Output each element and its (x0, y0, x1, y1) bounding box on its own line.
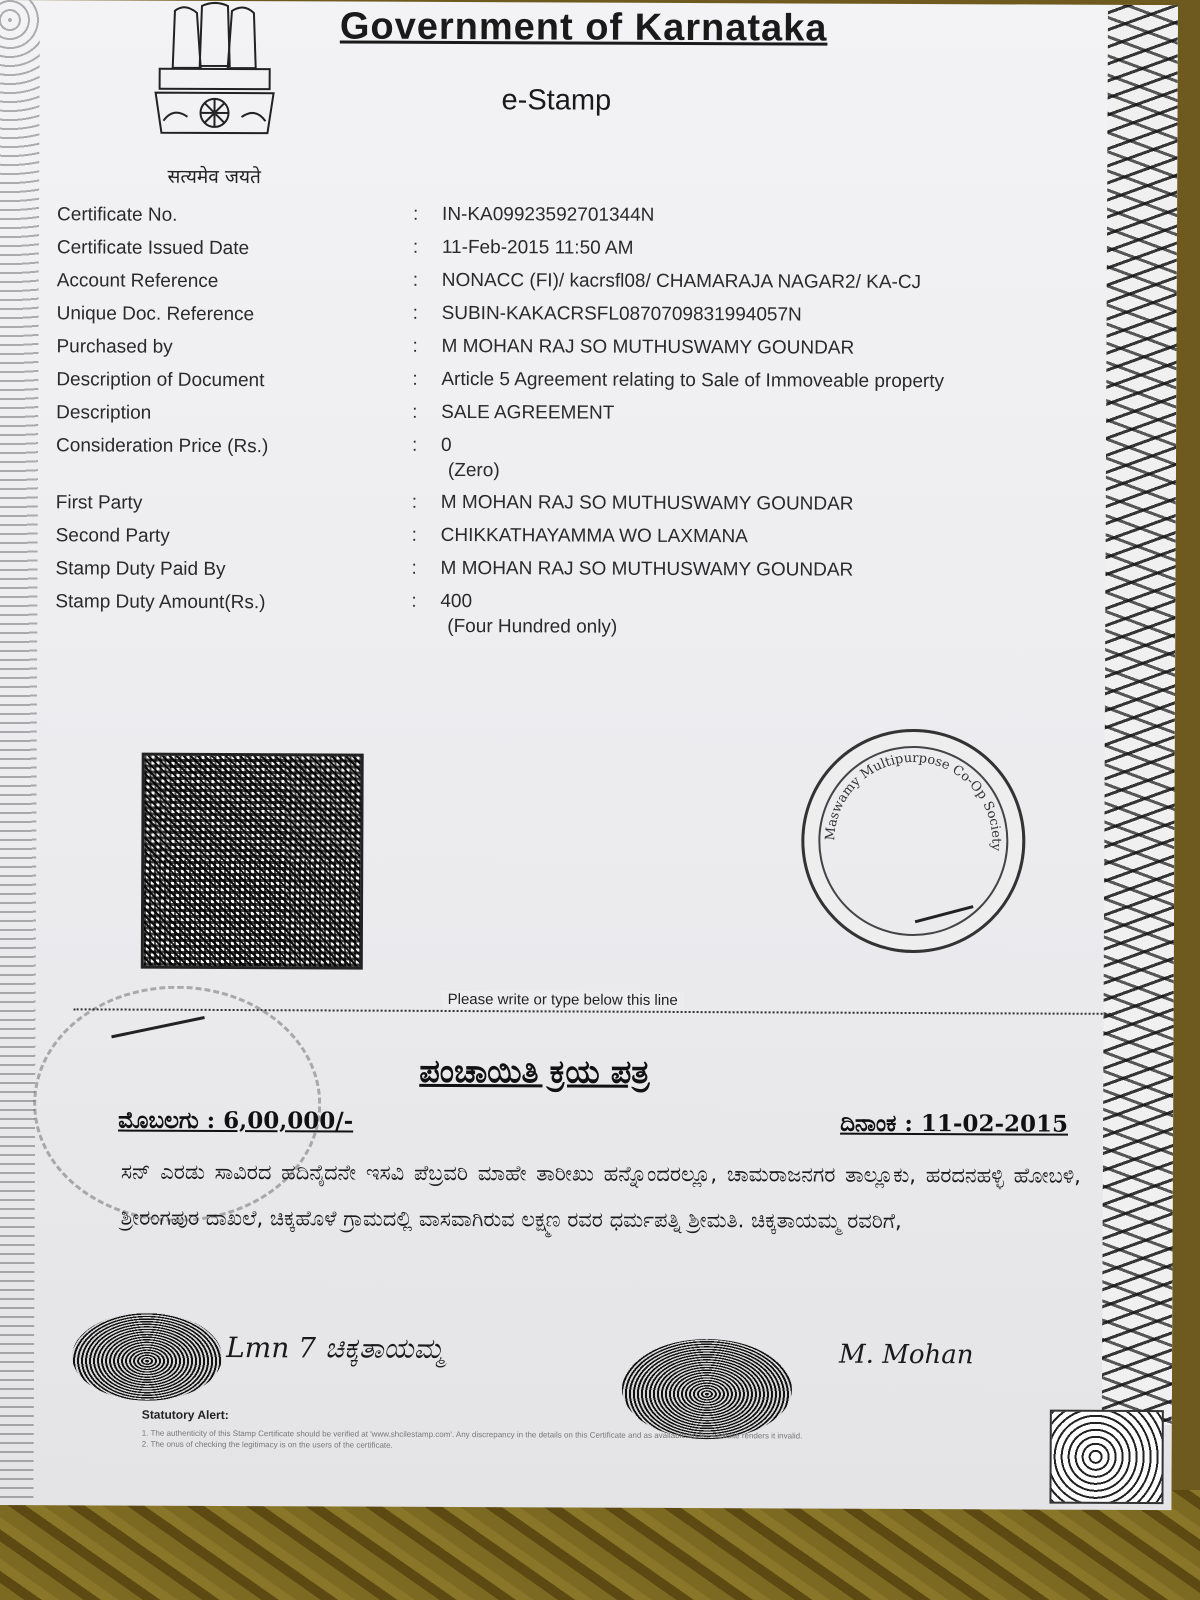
divider-instruction: Please write or type below this line (442, 991, 684, 1009)
qr-code (141, 753, 364, 970)
field-label: First Party (55, 492, 143, 514)
field-purchased-by (56, 330, 1036, 367)
field-label: Second Party (55, 525, 170, 547)
field-stamp-duty-paid-by (55, 552, 1035, 589)
field-colon: : (412, 269, 419, 291)
field-value: 0 (441, 434, 452, 456)
field-unique-doc-reference (57, 297, 1037, 334)
field-label: Description (56, 402, 152, 424)
agreement-amount: ಮೊಬಲಗು : 6,00,000/- (118, 1106, 354, 1135)
field-colon: : (412, 401, 418, 423)
field-label: Account Reference (56, 270, 219, 292)
field-value-words: (Four Hundred only) (447, 615, 618, 638)
field-colon: : (411, 524, 417, 546)
national-emblem-icon (149, 1, 280, 162)
field-label: Purchased by (56, 336, 173, 358)
field-value: SALE AGREEMENT (441, 401, 615, 424)
decorative-border (1102, 5, 1178, 1425)
right-thumbprint (622, 1339, 792, 1440)
field-label: Stamp Duty Amount(Rs.) (55, 591, 266, 614)
svg-text:Maswamy Multipurpose Co-Op Soc: Maswamy Multipurpose Co-Op Society (823, 750, 1004, 852)
field-colon: : (412, 434, 418, 456)
field-label: Unique Doc. Reference (56, 303, 255, 326)
field-value: M MOHAN RAJ SO MUTHUSWAMY GOUNDAR (440, 491, 854, 515)
motto: सत्यमेव जयते (167, 165, 261, 189)
field-value: 11-Feb-2015 11:50 AM (441, 236, 634, 259)
agreement-date: ದಿನಾಂಕ : 11-02-2015 (840, 1109, 1069, 1138)
left-edge-specks (0, 0, 40, 1500)
statutory-alert-text (142, 1428, 1022, 1454)
field-value: M MOHAN RAJ SO MUTHUSWAMY GOUNDAR (441, 335, 855, 359)
right-signature: M. Mohan (839, 1339, 974, 1371)
field-value: M MOHAN RAJ SO MUTHUSWAMY GOUNDAR (440, 557, 854, 581)
field-value: Article 5 Agreement relating to Sale of Immoveable property (441, 368, 945, 393)
society-seal (801, 729, 1026, 954)
field-colon: : (412, 368, 418, 390)
field-colon: : (411, 590, 417, 612)
field-value-words: (Zero) (447, 459, 500, 482)
field-description-of-document (56, 363, 1036, 400)
field-value: SUBIN-KAKACRSFL0870709831994057N (441, 302, 802, 326)
left-signature: Lmn 7 ಚಿಕ್ಕತಾಯಮ್ಮ (226, 1330, 445, 1365)
field-colon: : (411, 557, 417, 579)
statutory-alert-heading: Statutory Alert: (141, 1407, 229, 1423)
field-label: Stamp Duty Paid By (55, 558, 226, 580)
field-description (56, 396, 1036, 433)
agreement-body: ಸನ್ ಎರಡು ಸಾವಿರದ ಹದಿನೈದನೇ ಇಸವಿ ಪೆಬ್ರವರಿ ಮಾಹೇ ತಾರೀಖು ಹನ್ನೊಂದರಲ್ಲೂ, ಚಾಮರಾಜನಗರ ತಾಲ್ಲೂಕು, ಹರದನಹಳ್ಳಿ ಹೋಬಳಿ, ಶ್ರೀರಂಗಪುರ ದಾಖಲೆ, ಚಿಕ್ಕಹೊಳೆ ಗ್ರಾಮದಲ್ಲಿ ವಾಸವಾಗಿರುವ ಲಕ್ಷ್ಮಣ ರವರ ಧರ್ಮಪತ್ನಿ ಶ್ರೀಮತಿ. ಚಿಕ್ಕತಾಯಮ್ಮ ರವರಿಗೆ, (120, 1159, 1081, 1233)
statutory-alert-line: 1. The authenticity of this Stamp Certificate should be verified at 'www.shcilestamp.com'. Any discrepancy in the details on this Certificate and as available on the website renders it invalid. (141, 1428, 803, 1441)
field-colon: : (412, 236, 419, 258)
page-subtitle: e-Stamp (501, 84, 612, 117)
field-value: IN-KA09923592701344N (442, 203, 655, 226)
field-issued-date (57, 231, 1037, 268)
field-stamp-duty-amount (55, 585, 1035, 646)
agreement-title: ಪಂಚಾಯಿತಿ ಕ್ರಯ ಪತ್ರ (419, 1051, 650, 1091)
left-thumbprint (72, 1312, 222, 1401)
field-value: NONACC (FI)/ kacrsfl08/ CHAMARAJA NAGAR2/ KA-CJ (441, 269, 922, 294)
field-first-party (56, 486, 1036, 523)
field-label: Description of Document (56, 369, 265, 392)
page-title: Government of Karnataka (339, 5, 828, 50)
certificate-details (55, 198, 1037, 646)
field-colon: : (411, 491, 418, 513)
decorative-border-corner (1049, 1410, 1163, 1504)
field-colon: : (412, 302, 418, 324)
field-label: Certificate Issued Date (56, 237, 250, 260)
field-value: CHIKKATHAYAMMA WO LAXMANA (440, 524, 748, 548)
field-certificate-no (57, 198, 1037, 235)
field-label: Consideration Price (Rs.) (56, 435, 269, 458)
statutory-alert-line: 2. The onus of checking the legitimacy is on the users of the certificate. (141, 1439, 393, 1450)
field-account-reference (57, 264, 1037, 301)
field-colon: : (413, 203, 419, 225)
field-consideration-price (56, 429, 1036, 490)
field-value: 400 (440, 590, 473, 613)
field-colon: : (412, 335, 418, 357)
field-second-party (56, 519, 1036, 556)
field-label: Certificate No. (57, 204, 178, 226)
